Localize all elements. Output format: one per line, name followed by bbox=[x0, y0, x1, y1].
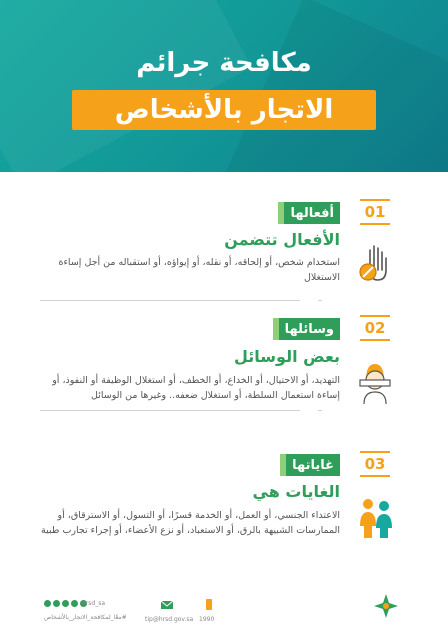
mail-icon bbox=[160, 598, 174, 612]
snapchat-icon bbox=[53, 600, 60, 607]
section-subtitle: بعض الوسائل bbox=[234, 347, 340, 366]
header-banner bbox=[0, 0, 448, 172]
social-icons bbox=[44, 600, 87, 607]
captive-people-icon bbox=[354, 496, 398, 540]
footer bbox=[0, 588, 448, 640]
section-tag: أفعالها bbox=[284, 202, 340, 224]
phone-number: 1990 bbox=[199, 616, 215, 623]
page-title-line2: الاتجار بالأشخاص bbox=[72, 90, 376, 130]
phone-icon bbox=[202, 598, 216, 612]
section-tag: وسائلها bbox=[279, 318, 340, 340]
stop-hand-icon bbox=[356, 240, 394, 284]
twitter-icon bbox=[44, 600, 51, 607]
ministry-logo-icon bbox=[372, 592, 400, 620]
instagram-icon bbox=[71, 600, 78, 607]
section-divider bbox=[318, 300, 322, 301]
facebook-icon bbox=[62, 600, 69, 607]
section-number: 03 bbox=[360, 451, 390, 477]
section-tag: غاياتها bbox=[286, 454, 340, 476]
section-number: 01 bbox=[360, 199, 390, 225]
gagged-person-icon bbox=[356, 360, 394, 404]
section-divider bbox=[40, 300, 300, 301]
section-text: الاعتداء الجنسي، أو العمل، أو الخدمة قسرًا، أو التسول، أو الاسترقاق، أو الممارسات الشبيهة بالرق، أو الاستعباد، أو نزع الأعضاء، أو إجراء تجارب طبية bbox=[41, 510, 340, 536]
email-address: tip@hrsd.gov.sa bbox=[145, 616, 194, 623]
header-decoration bbox=[0, 0, 252, 172]
section-text: استخدام شخص، أو إلحاقه، أو نقله، أو إيواؤه، أو استقباله من أجل إساءة الاستغلال bbox=[58, 257, 340, 283]
header-decoration bbox=[214, 0, 448, 172]
section-divider bbox=[40, 410, 300, 411]
section-subtitle: الغايات هي bbox=[252, 482, 340, 501]
social-handle: hrsd_sa bbox=[82, 600, 106, 607]
section-number: 02 bbox=[360, 315, 390, 341]
section-text: التهديد، أو الاحتيال، أو الخداع، أو الخطف، أو استغلال الوظيفة أو النفوذ، أو إساءة استعمال السلطة، أو استغلال ضعفه.. وغيرها من الوسائل bbox=[52, 375, 340, 401]
page-title-line1: مكافحة جرائم bbox=[136, 48, 312, 78]
section-divider bbox=[318, 410, 322, 411]
hashtag: #معًا_لمكافحة_الاتجار_بالأشخاص bbox=[44, 614, 127, 621]
section-subtitle: الأفعال تتضمن bbox=[224, 230, 340, 249]
